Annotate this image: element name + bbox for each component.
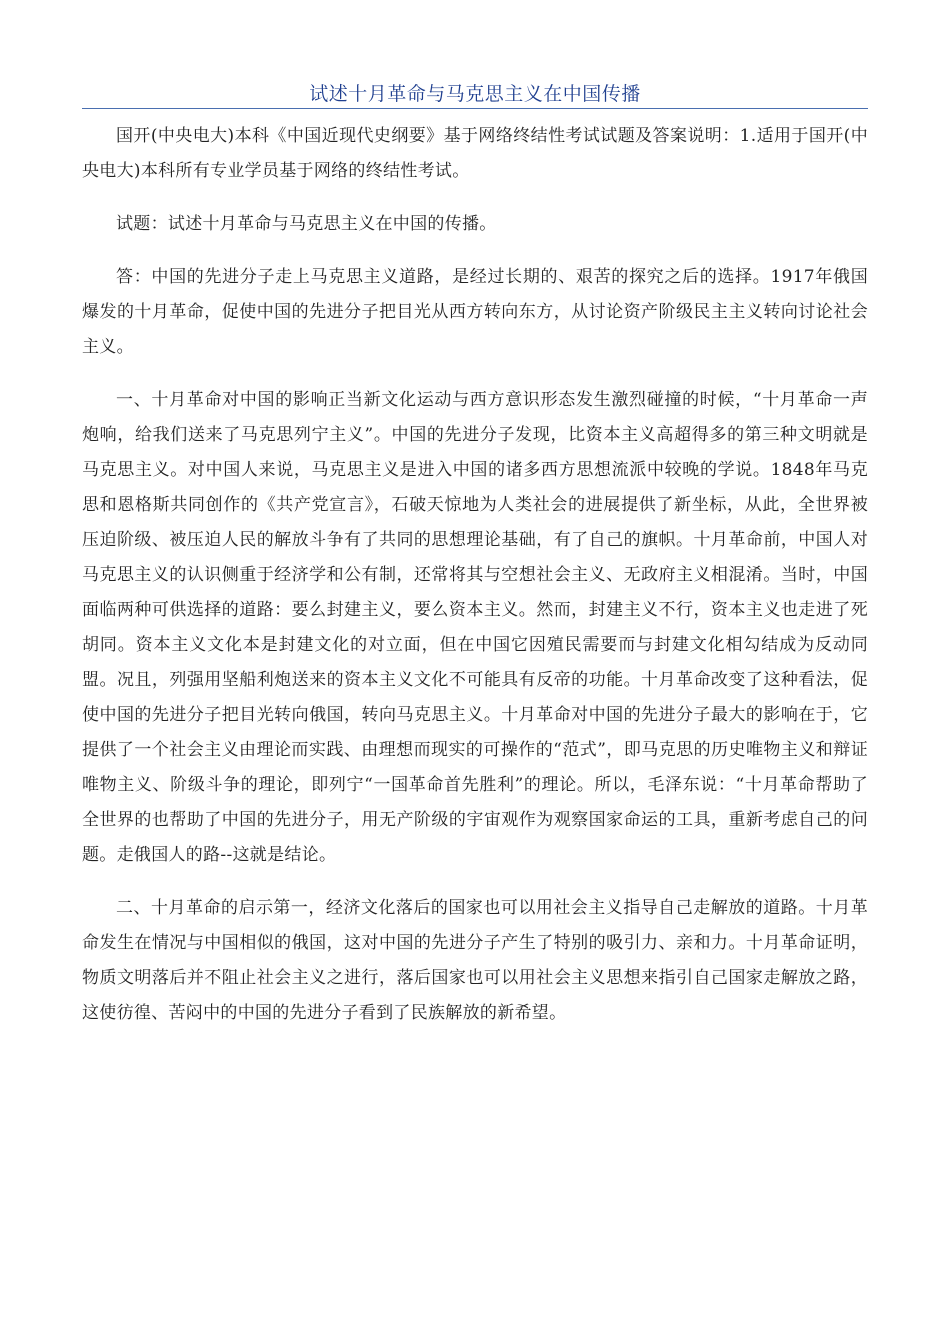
page-header (82, 80, 868, 108)
paragraph-exam-note: 国开(中央电大)本科《中国近现代史纲要》基于网络终结性考试试题及答案说明：1.适用于国开(中央电大)本科所有专业学员基于网络的终结性考试。 (82, 126, 868, 181)
document-body (82, 119, 868, 1049)
header-title: 试述十月革命与马克思主义在中国传播 (309, 83, 641, 105)
paragraph-section-one: 一、十月革命对中国的影响正当新文化运动与西方意识形态发生激烈碰撞的时候，“十月革命一声炮响，给我们送来了马克思列宁主义”。中国的先进分子发现，比资本主义高超得多的第三种文明就是马克思主义。对中国人来说，马克思主义是进入中国的诸多西方思想流派中较晚的学说。1848年马克思和恩格斯共同创作的《共产党宣言》，石破天惊地为人类社会的进展提供了新坐标，从此，全世界被压迫阶级、被压迫人民的解放斗争有了共同的思想理论基础，有了自己的旗帜。十月革命前，中国人对马克思主义的认识侧重于经济学和公有制，还常将其与空想社会主义、无政府主义相混淆。当时，中国面临两种可供选择的道路：要么封建主义，要么资本主义。然而，封建主义不行，资本主义也走进了死胡同。资本主义文化本是封建文化的对立面，但在中国它因殖民需要而与封建文化相勾结成为反动同盟。况且，列强用坚船利炮送来的资本主义文化不可能具有反帝的功能。十月革命改变了这种看法，促使中国的先进分子把目光转向俄国，转向马克思主义。十月革命对中国的先进分子最大的影响在于，它提供了一个社会主义由理论而实践、由理想而现实的可操作的“范式”，即马克思的历史唯物主义和辩证唯物主义、阶级斗争的理论，即列宁“一国革命首先胜利”的理论。所以，毛泽东说：“十月革命帮助了全世界的也帮助了中国的先进分子，用无产阶级的宇宙观作为观察国家命运的工具，重新考虑自己的问题。走俄国人的路--这就是结论。 (82, 390, 868, 865)
header-divider (82, 108, 868, 109)
paragraph-answer-intro: 答：中国的先进分子走上马克思主义道路，是经过长期的、艰苦的探究之后的选择。1917年俄国爆发的十月革命，促使中国的先进分子把目光从西方转向东方，从讨论资产阶级民主主义转向讨论社会主义。 (82, 267, 868, 357)
paragraph-question: 试题：试述十月革命与马克思主义在中国的传播。 (116, 214, 497, 234)
paragraph-section-two: 二、十月革命的启示第一，经济文化落后的国家也可以用社会主义指导自己走解放的道路。十月革命发生在情况与中国相似的俄国，这对中国的先进分子产生了特别的吸引力、亲和力。十月革命证明，物质文明落后并不阻止社会主义之进行，落后国家也可以用社会主义思想来指引自己国家走解放之路，这使彷徨、苦闷中的中国的先进分子看到了民族解放的新希望。 (82, 898, 868, 1023)
